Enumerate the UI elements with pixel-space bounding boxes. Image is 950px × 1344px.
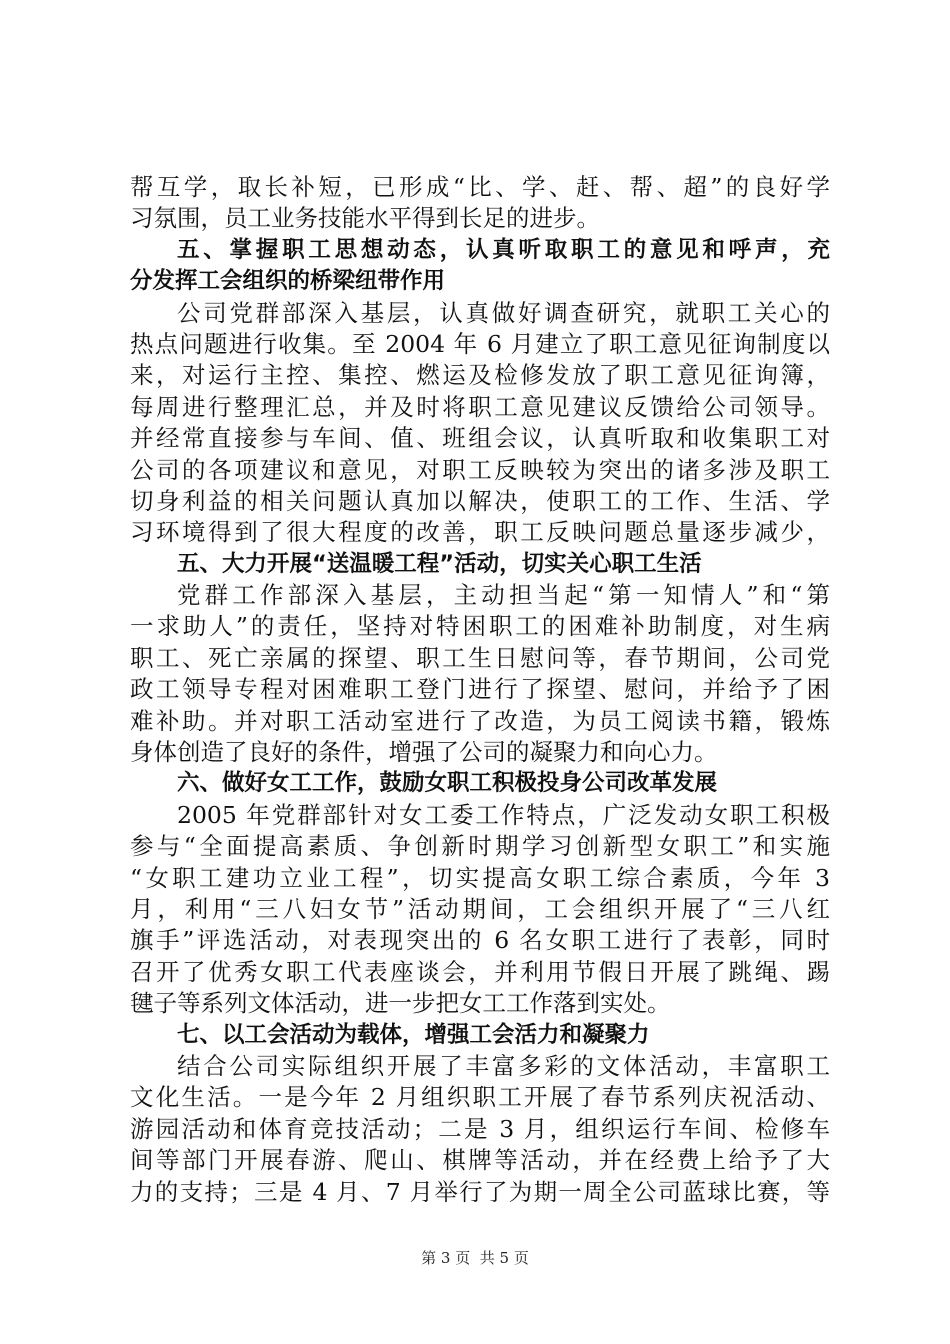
paragraph-line: 一求助人”的责任，坚持对特困职工的困难补助制度，对生病 [130, 612, 830, 641]
paragraph-line: 职工、死亡亲属的探望、职工生日慰问等，春节期间，公司党 [130, 643, 830, 672]
paragraph-line: 月，利用“三八妇女节”活动期间，工会组织开展了“三八红 [130, 894, 830, 923]
section-heading-line: 五、大力开展“送温暖工程”活动，切实关心职工生活 [177, 550, 702, 577]
paragraph-line: 习环境得到了很大程度的改善，职工反映问题总量逐步减少， [130, 518, 830, 547]
section-heading-line: 六、做好女工工作，鼓励女职工积极投身公司改革发展 [177, 770, 718, 797]
paragraph-line: 政工领导专程对困难职工登门进行了探望、慰问，并给予了困 [130, 675, 830, 704]
paragraph-line: “女职工建功立业工程”，切实提高女职工综合素质，今年 3 [130, 863, 830, 892]
paragraph-line: 难补助。并对职工活动室进行了改造，为员工阅读书籍，锻炼 [130, 706, 830, 735]
document-body [130, 172, 830, 1208]
section-heading-line: 五、掌握职工思想动态，认真听取职工的意见和呼声，充 [177, 236, 830, 263]
paragraph-line: 热点问题进行收集。至 2004 年 6 月建立了职工意见征询制度以 [130, 329, 830, 358]
paragraph-line: 游园活动和体育竞技活动；二是 3 月，组织运行车间、检修车 [130, 1114, 830, 1143]
paragraph-line: 公司党群部深入基层，认真做好调查研究，就职工关心的 [177, 298, 830, 327]
paragraph-line: 每周进行整理汇总，并及时将职工意见建议反馈给公司领导。 [130, 392, 830, 421]
page-number-footer: 第 3 页 共 5 页 [421, 1249, 529, 1267]
paragraph-line: 2005 年党群部针对女工委工作特点，广泛发动女职工积极 [177, 800, 830, 829]
section-heading-line: 七、以工会活动为载体，增强工会活力和凝聚力 [177, 1021, 650, 1048]
paragraph-line: 文化生活。一是今年 2 月组织职工开展了春节系列庆祝活动、 [130, 1083, 830, 1112]
paragraph-line: 参与“全面提高素质、争创新时期学习创新型女职工”和实施 [130, 832, 830, 861]
paragraph-line: 公司的各项建议和意见，对职工反映较为突出的诸多涉及职工 [130, 455, 830, 484]
paragraph-line: 并经常直接参与车间、值、班组会议，认真听取和收集职工对 [130, 424, 830, 453]
paragraph-line: 力的支持；三是 4 月、7 月举行了为期一周全公司蓝球比赛，等 [130, 1177, 830, 1206]
paragraph-line: 间等部门开展春游、爬山、棋牌等活动，并在经费上给予了大 [130, 1146, 830, 1175]
paragraph-line: 帮互学，取长补短，已形成“比、学、赶、帮、超”的良好学 [130, 173, 830, 201]
paragraph-line: 切身利益的相关问题认真加以解决，使职工的工作、生活、学 [130, 486, 830, 515]
paragraph-line: 党群工作部深入基层，主动担当起“第一知情人”和“第 [177, 581, 830, 610]
paragraph-line: 召开了优秀女职工代表座谈会，并利用节假日开展了跳绳、踢 [130, 957, 830, 986]
paragraph-line: 结合公司实际组织开展了丰富多彩的文体活动，丰富职工 [177, 1051, 830, 1080]
paragraph-line: 身体创造了良好的条件，增强了公司的凝聚力和向心力。 [130, 738, 718, 767]
paragraph-line: 旗手”评选活动，对表现突出的 6 名女职工进行了表彰，同时 [130, 926, 830, 955]
text-lines [130, 172, 830, 1208]
paragraph-line: 习氛围，员工业务技能水平得到长足的进步。 [130, 204, 600, 233]
paragraph-line: 来，对运行主控、集控、燃运及检修发放了职工意见征询簿， [130, 361, 830, 390]
section-heading-line: 分发挥工会组织的桥梁纽带作用 [130, 268, 446, 295]
paragraph-line: 毽子等系列文体活动，进一步把女工工作落到实处。 [130, 989, 671, 1018]
